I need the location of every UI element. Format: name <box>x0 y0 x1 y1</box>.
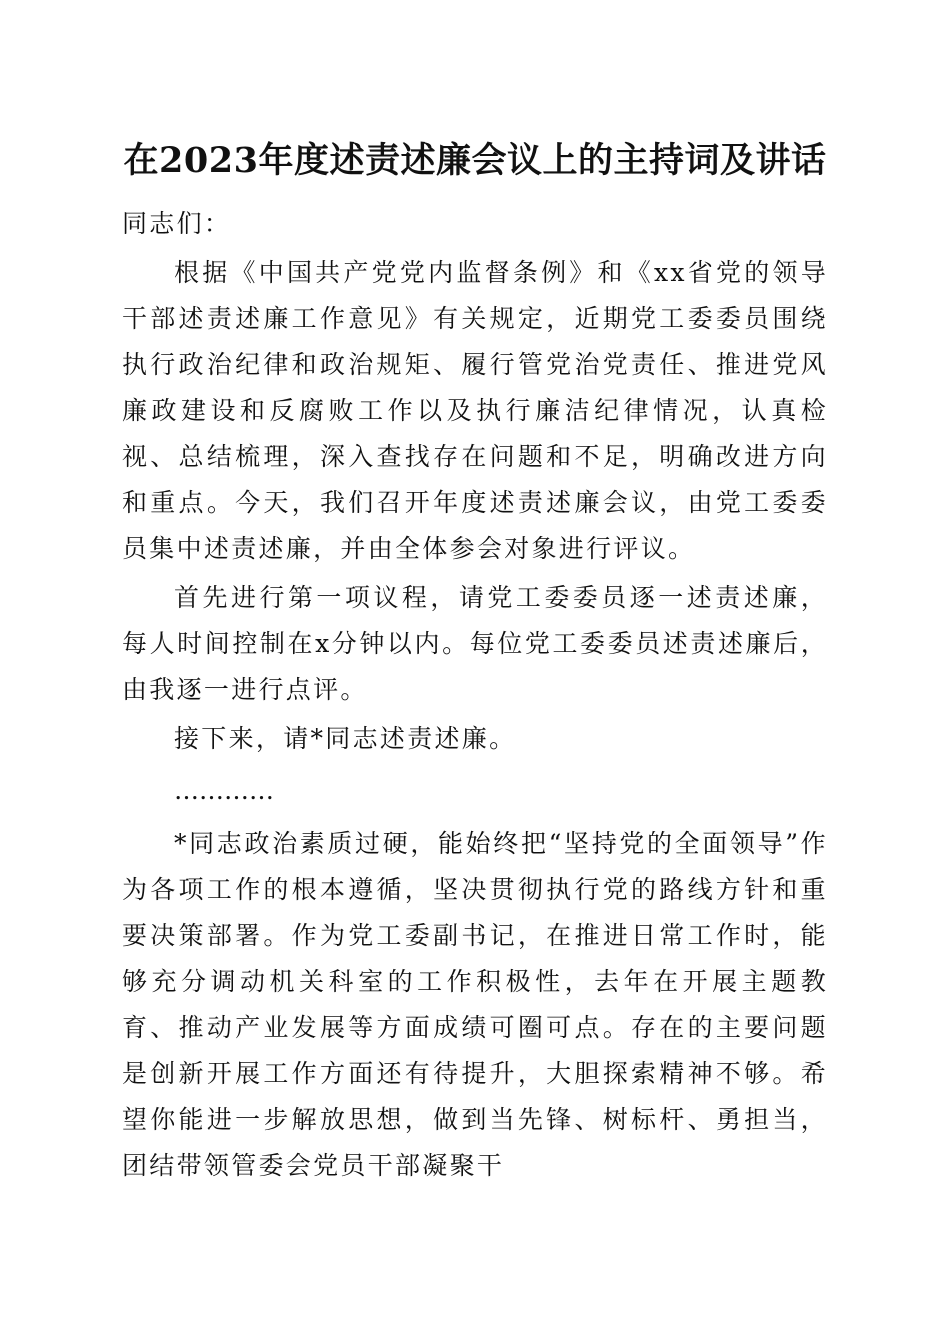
paragraph-evaluation: *同志政治素质过硬，能始终把“坚持党的全面领导”作为各项工作的根本遵循，坚决贯彻执行党的路线方针和重要决策部署。作为党工委副书记，在推进日常工作时，能够充分调动机关科室的工作积极性，去年在开展主题教育、推动产业发展等方面成绩可圈可点。存在的主要问题是创新开展工作方面还有待提升，大胆探索精神不够。希望你能进一步解放思想，做到当先锋、树标杆、勇担当，团结带领管委会党员干部凝聚干 <box>122 829 828 1180</box>
paragraph-regulations: 根据《中国共产党党内监督条例》和《xx省党的领导干部述责述廉工作意见》有关规定，近期党工委委员围绕执行政治纪律和政治规矩、履行管党治党责任、推进党风廉政建设和反腐败工作以及执行廉洁纪律情况，认真检视、总结梳理，深入查找存在问题和不足，明确改进方向和重点。今天，我们召开年度述责述廉会议，由党工委委员集中述责述廉，并由全体参会对象进行评议。 <box>122 258 828 563</box>
paragraph-next-speaker: 接下来，请*同志述责述廉。 <box>174 724 517 753</box>
document-title: 在2023年度述责述廉会议上的主持词及讲话 <box>123 140 827 181</box>
document-body <box>122 201 828 1192</box>
ellipsis-separator: ………… <box>174 776 274 805</box>
paragraph-agenda: 首先进行第一项议程，请党工委委员逐一述责述廉，每人时间控制在x分钟以内。每位党工委委员述责述廉后，由我逐一进行点评。 <box>122 583 828 704</box>
greeting: 同志们： <box>122 209 232 238</box>
